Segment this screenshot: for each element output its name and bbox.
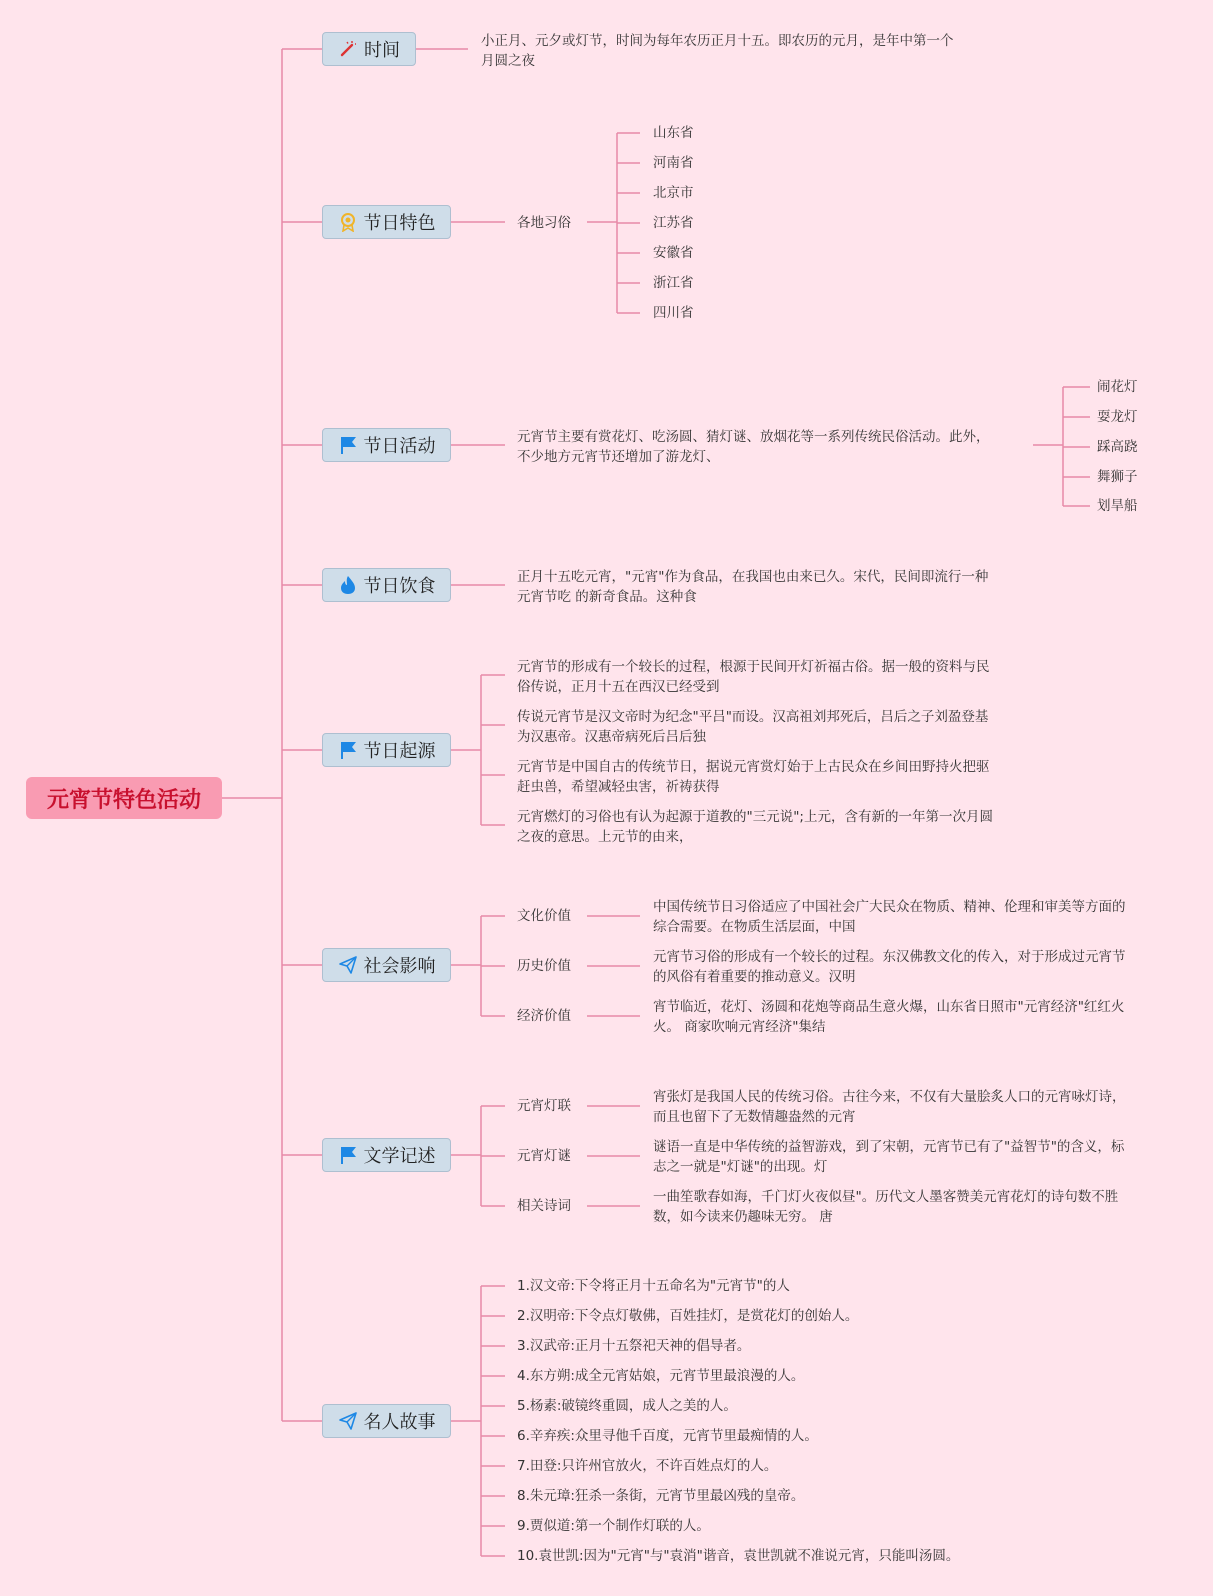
topic-literature-label: 文学记述 xyxy=(363,1146,436,1167)
list-item[interactable]: 5.杨素:破镜终重圆，成人之美的人。 xyxy=(517,1398,737,1414)
list-item[interactable]: 6.辛弃疾:众里寻他千百度，元宵节里最痴情的人。 xyxy=(517,1428,818,1444)
list-item[interactable]: 闹花灯 xyxy=(1097,379,1138,395)
literature-detail[interactable]: 一曲笙歌春如海，千门灯火夜似昼"。历代文人墨客赞美元宵花灯的诗句数不胜 数，如今读来仍趣味无穷。 唐 xyxy=(653,1189,1119,1225)
flame-icon xyxy=(338,575,358,595)
topic-social[interactable] xyxy=(322,948,451,982)
literature-sub-poems[interactable]: 相关诗词 xyxy=(517,1198,571,1214)
list-item[interactable]: 7.田登:只许州官放火，不许百姓点灯的人。 xyxy=(517,1458,778,1474)
topic-time[interactable] xyxy=(322,32,416,66)
literature-detail[interactable]: 谜语一直是中华传统的益智游戏，到了宋朝，元宵节已有了"益智节"的含义，标 志之一就是"灯谜"的出现。灯 xyxy=(653,1139,1125,1175)
magic-wand-icon xyxy=(338,39,358,59)
literature-sub-couplets[interactable]: 元宵灯联 xyxy=(517,1098,571,1114)
topic-social-label: 社会影响 xyxy=(363,956,436,977)
time-text: 小正月、元夕或灯节，时间为每年农历正月十五。即农历的元月，是年中第一个 月圆之夜 xyxy=(481,33,954,69)
medal-icon xyxy=(338,212,358,232)
list-item[interactable]: 2.汉明帝:下令点灯敬佛，百姓挂灯，是赏花灯的创始人。 xyxy=(517,1308,859,1324)
list-item[interactable]: 9.贾似道:第一个制作灯联的人。 xyxy=(517,1518,710,1534)
social-detail[interactable]: 元宵节习俗的形成有一个较长的过程。东汉佛教文化的传入，对于形成过元宵节 的风俗有着重要的推动意义。汉明 xyxy=(653,949,1126,985)
paper-plane-icon xyxy=(338,1411,358,1431)
list-item[interactable]: 3.汉武帝:正月十五祭祀天神的倡导者。 xyxy=(517,1338,751,1354)
paper-plane-icon xyxy=(338,955,358,975)
list-item[interactable]: 江苏省 xyxy=(653,215,694,231)
list-item[interactable]: 山东省 xyxy=(653,125,694,141)
social-sub-culture[interactable]: 文化价值 xyxy=(517,908,571,924)
list-item[interactable]: 四川省 xyxy=(653,305,694,321)
topic-people[interactable] xyxy=(322,1404,451,1438)
list-item[interactable]: 1.汉文帝:下令将正月十五命名为"元宵节"的人 xyxy=(517,1278,790,1294)
list-item[interactable]: 踩高跷 xyxy=(1097,439,1138,455)
list-item[interactable]: 耍龙灯 xyxy=(1097,409,1138,425)
list-item[interactable]: 4.东方朔:成全元宵姑娘，元宵节里最浪漫的人。 xyxy=(517,1368,805,1384)
flag-icon xyxy=(338,740,358,760)
list-item[interactable]: 10.袁世凯:因为"元宵"与"袁消"谐音，袁世凯就不准说元宵，只能叫汤圆。 xyxy=(517,1548,960,1564)
topic-feature-label: 节日特色 xyxy=(363,213,436,234)
list-item[interactable]: 划旱船 xyxy=(1097,498,1138,514)
origin-item[interactable]: 传说元宵节是汉文帝时为纪念"平吕"而设。汉高祖刘邦死后，吕后之子刘盈登基 为汉惠帝。汉惠帝病死后吕后独 xyxy=(517,709,989,745)
flag-icon xyxy=(338,435,358,455)
topic-origin[interactable] xyxy=(322,733,451,767)
list-item[interactable]: 河南省 xyxy=(653,155,694,171)
topic-activity-label: 节日活动 xyxy=(363,436,436,457)
list-item[interactable]: 安徽省 xyxy=(653,245,694,261)
social-detail[interactable]: 中国传统节日习俗适应了中国社会广大民众在物质、精神、伦理和审美等方面的 综合需要。在物质生活层面，中国 xyxy=(653,899,1126,935)
topic-food-label: 节日饮食 xyxy=(363,576,436,597)
list-item[interactable]: 舞狮子 xyxy=(1097,469,1138,485)
list-item[interactable]: 北京市 xyxy=(653,185,694,201)
origin-item[interactable]: 元宵燃灯的习俗也有认为起源于道教的"三元说";上元，含有新的一年第一次月圆 之夜的意思。上元节的由来， xyxy=(517,809,993,845)
topic-origin-label: 节日起源 xyxy=(363,741,436,762)
origin-item[interactable]: 元宵节的形成有一个较长的过程，根源于民间开灯祈福古俗。据一般的资料与民 俗传说，正月十五在西汉已经受到 xyxy=(517,659,990,695)
topic-literature[interactable] xyxy=(322,1138,451,1172)
social-sub-economy[interactable]: 经济价值 xyxy=(517,1008,571,1024)
literature-detail[interactable]: 宵张灯是我国人民的传统习俗。古往今来，不仅有大量脍炙人口的元宵咏灯诗， 而且也留下了无数情趣盎然的元宵 xyxy=(653,1089,1126,1125)
social-sub-history[interactable]: 历史价值 xyxy=(517,958,571,974)
topic-time-label: 时间 xyxy=(364,40,400,61)
topic-activity[interactable] xyxy=(322,428,451,462)
food-text: 正月十五吃元宵，"元宵"作为食品，在我国也由来已久。宋代，民间即流行一种 元宵节吃 的新奇食品。这种食 xyxy=(517,569,989,605)
list-item[interactable]: 浙江省 xyxy=(653,275,694,291)
topic-food[interactable] xyxy=(322,568,451,602)
topic-people-label: 名人故事 xyxy=(363,1412,436,1433)
topic-feature[interactable] xyxy=(322,205,451,239)
activity-text: 元宵节主要有赏花灯、吃汤圆、猜灯谜、放烟花等一系列传统民俗活动。此外， 不少地方元宵节还增加了游龙灯、 xyxy=(517,429,990,465)
feature-sub-local-customs[interactable]: 各地习俗 xyxy=(517,215,571,231)
literature-sub-riddles[interactable]: 元宵灯谜 xyxy=(517,1148,571,1164)
social-detail[interactable]: 宵节临近，花灯、汤圆和花炮等商品生意火爆，山东省日照市"元宵经济"红红火 火。 商家吹响元宵经济"集结 xyxy=(653,999,1125,1035)
flag-icon xyxy=(338,1145,358,1165)
list-item[interactable]: 8.朱元璋:狂杀一条街，元宵节里最凶残的皇帝。 xyxy=(517,1488,805,1504)
origin-item[interactable]: 元宵节是中国自古的传统节日，据说元宵赏灯始于上古民众在乡间田野持火把驱 赶虫兽，希望减轻虫害，祈祷获得 xyxy=(517,759,990,795)
root-node[interactable]: 元宵节特色活动 xyxy=(26,777,222,819)
